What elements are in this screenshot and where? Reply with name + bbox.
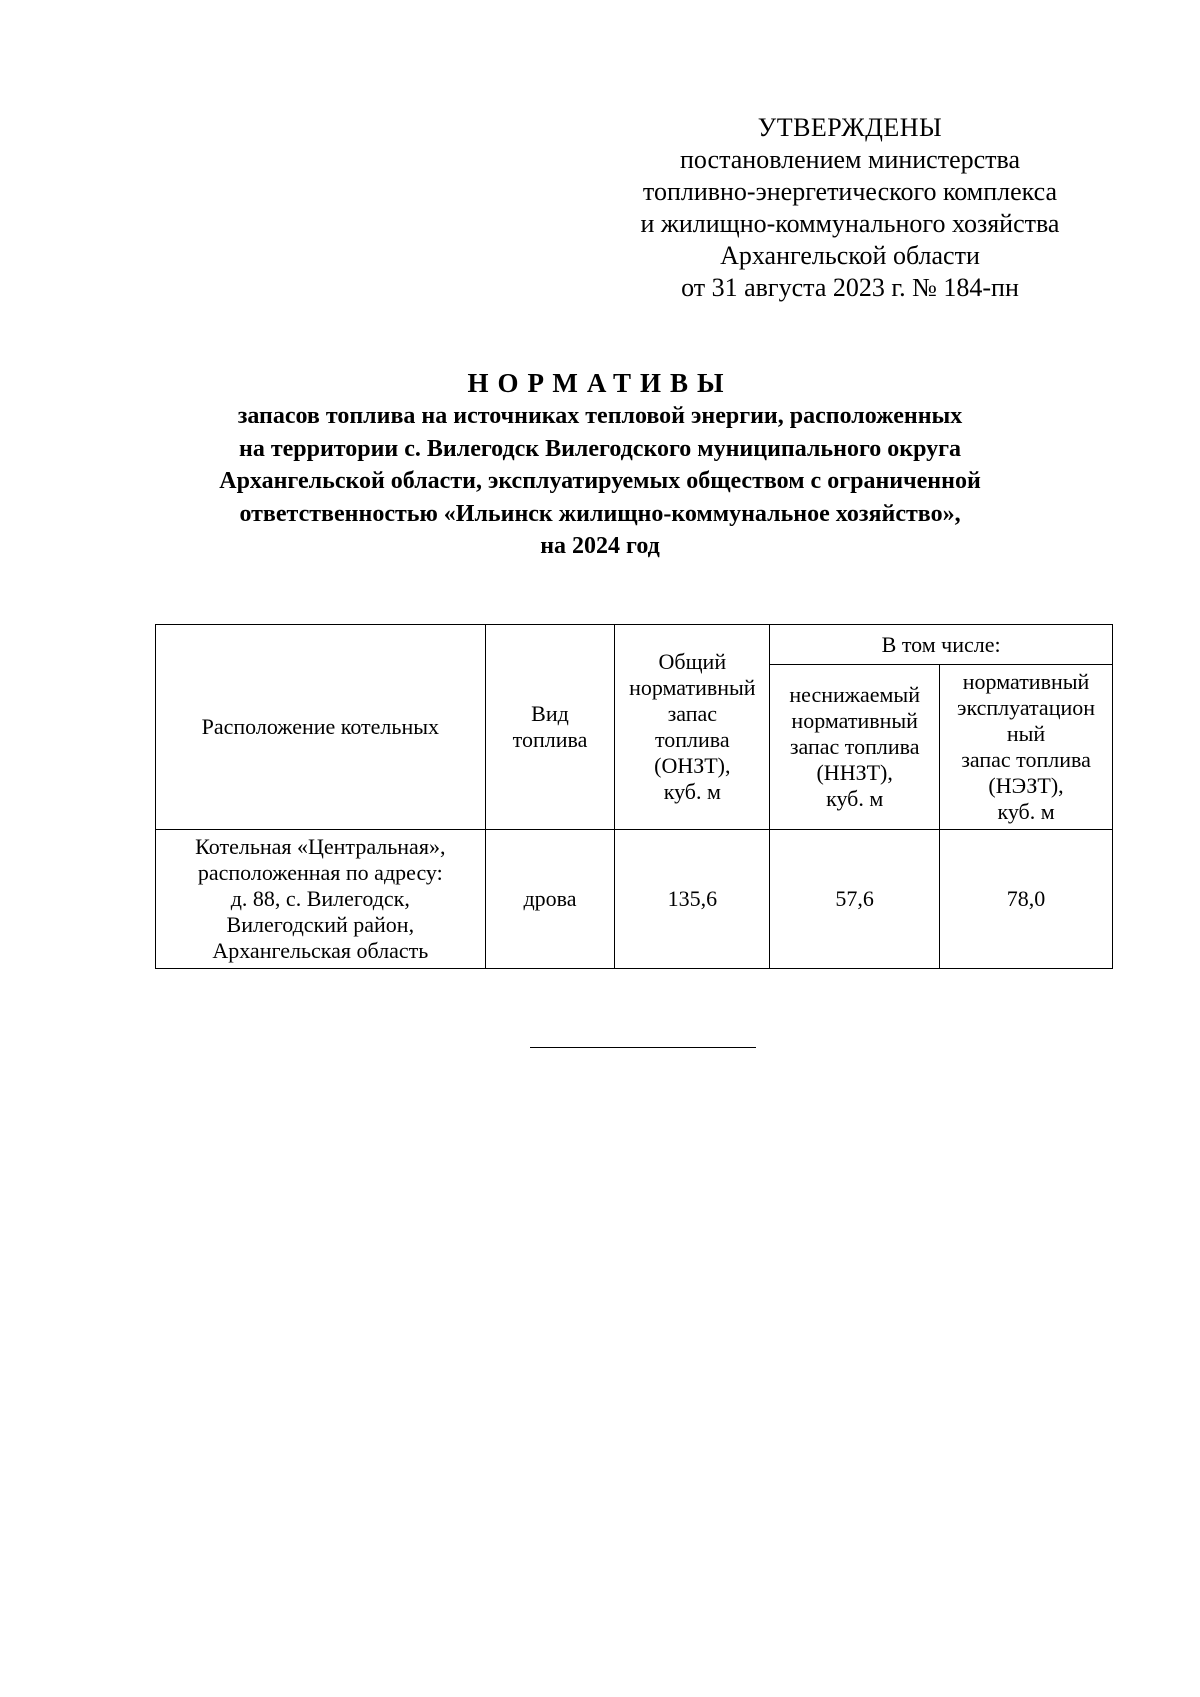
approval-line: топливно-энергетического комплекса: [642, 177, 1058, 206]
header-nnzt-line: (ННЗТ),: [816, 760, 893, 785]
table-header-row: [156, 625, 1113, 665]
cell-nezt: 78,0: [940, 830, 1113, 969]
approval-line: Архангельской области: [720, 241, 980, 270]
header-nezt-line: эксплуатацион: [957, 695, 1096, 720]
header-nezt-line: ный: [1006, 721, 1046, 746]
location-line: Вилегодский район,: [226, 912, 415, 937]
header-total-line: нормативный: [629, 675, 756, 700]
header-fuel-type: [485, 625, 615, 830]
header-total-line: куб. м: [663, 779, 721, 804]
header-nezt-line: запас топлива: [961, 747, 1091, 772]
subtitle-line: на 2024 год: [540, 533, 660, 559]
header-fuel-type-line: топлива: [512, 727, 588, 752]
location-line: Котельная «Центральная»,: [195, 834, 446, 859]
subtitle-line: запасов топлива на источниках тепловой энергии, расположенных: [237, 403, 963, 429]
header-location: Расположение котельных: [156, 625, 486, 830]
approval-line-date: от 31 августа 2023 г. № 184-пн: [681, 273, 1019, 302]
header-nezt-line: нормативный: [962, 669, 1090, 694]
header-nnzt-line: запас топлива: [789, 734, 920, 759]
subtitle-line: на территории с. Вилегодск Вилегодского муниципального округа: [238, 435, 961, 462]
cell-nnzt: 57,6: [770, 830, 940, 969]
header-fuel-type-line: Вид: [531, 701, 569, 726]
table-row: [156, 830, 1113, 969]
header-nnzt-line: куб. м: [826, 786, 884, 811]
header-nnzt-line: нормативный: [791, 708, 918, 733]
header-nezt-line: (НЭЗТ),: [988, 773, 1064, 798]
subtitle-line: Архангельской области, эксплуатируемых обществом с ограниченной: [219, 468, 981, 494]
approval-line: постановлением министерства: [679, 145, 1021, 174]
location-line: Архангельская область: [212, 938, 429, 963]
document-subtitle: [100, 400, 1100, 563]
approval-block: [600, 112, 1100, 304]
header-nnzt: [770, 665, 940, 830]
header-nnzt-line: неснижаемый: [789, 682, 920, 707]
location-line: расположенная по адресу:: [197, 860, 443, 885]
header-total-line: Общий: [658, 649, 727, 674]
header-total: [615, 625, 770, 830]
cell-total: 135,6: [615, 830, 770, 969]
cell-location: [156, 830, 486, 969]
approval-line: и жилищно-коммунального хозяйства: [640, 209, 1060, 238]
header-total-line: топлива: [654, 727, 730, 752]
location-line: д. 88, с. Вилегодск,: [230, 886, 410, 911]
document-title: НОРМАТИВЫ: [467, 368, 733, 398]
approval-title: УТВЕРЖДЕНЫ: [757, 113, 943, 142]
header-nezt: [940, 665, 1113, 830]
norms-table: [155, 624, 1113, 969]
header-nezt-line: куб. м: [997, 799, 1055, 824]
header-total-line: запас: [667, 701, 718, 726]
header-total-line: (ОНЗТ),: [654, 753, 731, 778]
cell-fuel-type: дрова: [485, 830, 615, 969]
subtitle-line: ответственностью «Ильинск жилищно-коммунальное хозяйство»,: [239, 500, 961, 527]
header-group-including: В том числе:: [770, 625, 1113, 665]
end-divider: [530, 1047, 756, 1048]
